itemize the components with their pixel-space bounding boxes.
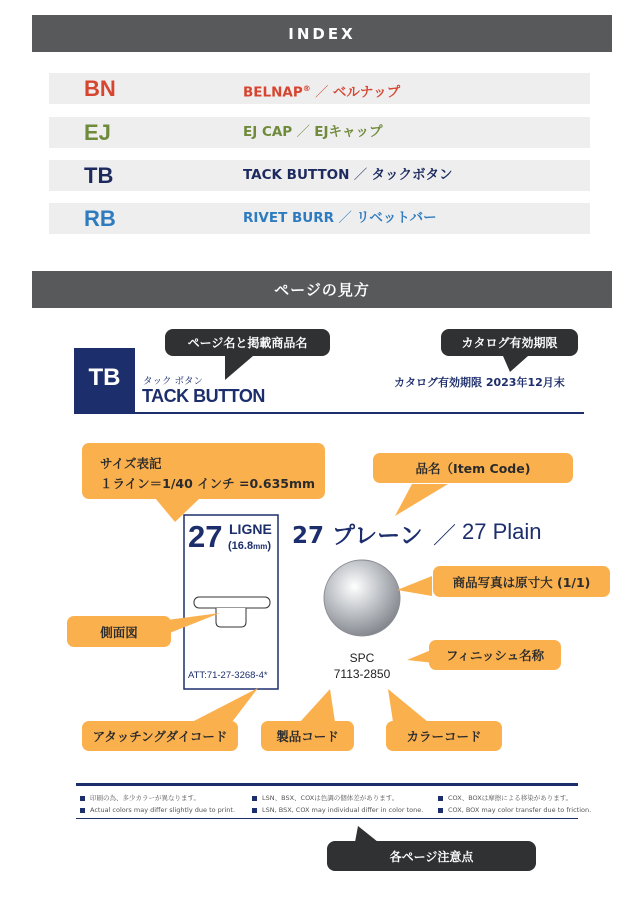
footer-rule-bottom (76, 818, 578, 819)
button-side-stem (216, 608, 246, 627)
guide-title: ページの見方 (274, 281, 370, 299)
att-pointer (192, 688, 258, 722)
color-code-label: カラーコード (386, 721, 502, 751)
index-name: RIVET BURR ／ リベットバー (243, 210, 437, 226)
index-code: RB (84, 206, 116, 231)
item-code-label: 品名（Item Code) (373, 453, 573, 483)
header-title: TACK BUTTON (142, 386, 265, 406)
product-code: 7113-2850 (333, 667, 391, 681)
product-code-pointer (300, 689, 335, 722)
note-2: LSN、BSX、COXは色調の個体差があります。 LSN, BSX, COX may individual differ in color tone. (252, 792, 423, 816)
photo-note-pointer (397, 576, 432, 596)
finish-code: SPC (349, 651, 375, 665)
size-note: サイズ表記 １ライン＝1/40 インチ =0.635mm (82, 443, 325, 499)
footer-rule-top (76, 783, 578, 786)
size-number: 27 (188, 519, 223, 554)
attaching-die-label: アタッチングダイコード (82, 721, 238, 751)
callout-expiry: カタログ有効期限 (441, 329, 578, 356)
index-code: BN (84, 76, 116, 101)
index-title: INDEX (288, 24, 356, 43)
index-name: EJ CAP ／ EJキャップ (243, 124, 383, 140)
header-code: TB (88, 364, 121, 391)
callout-pointer (503, 356, 528, 372)
side-view-label: 側面図 (67, 616, 171, 647)
index-code: TB (84, 163, 114, 188)
product-photo (324, 560, 400, 636)
finish-name-label: フィニッシュ名称 (429, 640, 561, 670)
product-code-label: 製品コード (261, 721, 354, 751)
color-code-pointer (388, 689, 428, 722)
index-name: TACK BUTTON ／ タックボタン (243, 167, 453, 183)
callout-pointer (225, 356, 253, 380)
attaching-die-code: ATT:71-27-3268-4* (188, 670, 268, 681)
item-code-pointer (395, 484, 448, 516)
index-name: BELNAP® ／ ベルナップ (243, 84, 401, 101)
product-name-sep: ／ (433, 523, 456, 549)
product-name-en: 27 Plain (462, 519, 542, 544)
callout-page-name: ページ名と掲載商品名 (165, 329, 330, 356)
notes-callout: 各ページ注意点 (327, 841, 536, 871)
product-name-ja: 27 プレーン (292, 523, 423, 549)
ligne-label: LIGNE (229, 521, 272, 537)
header-underline (74, 412, 584, 414)
photo-note: 商品写真は原寸大 (1/1) (433, 566, 610, 597)
note-1: 印刷の為、多少カラーが異なります。 Actual colors may differ slightly due to print. (80, 792, 235, 816)
notes-callout-pointer (355, 826, 378, 842)
button-side-cap (194, 597, 270, 608)
size-mm: (16.8mm) (228, 540, 271, 552)
expiry-text: カタログ有効期限 2023年12月末 (394, 376, 565, 389)
index-code: EJ (84, 120, 111, 145)
note-3: COX、BOXは摩擦による移染があります。 COX, BOX may color transfer due to friction. (438, 792, 591, 816)
header-subtitle: タック ボタン (143, 376, 204, 387)
